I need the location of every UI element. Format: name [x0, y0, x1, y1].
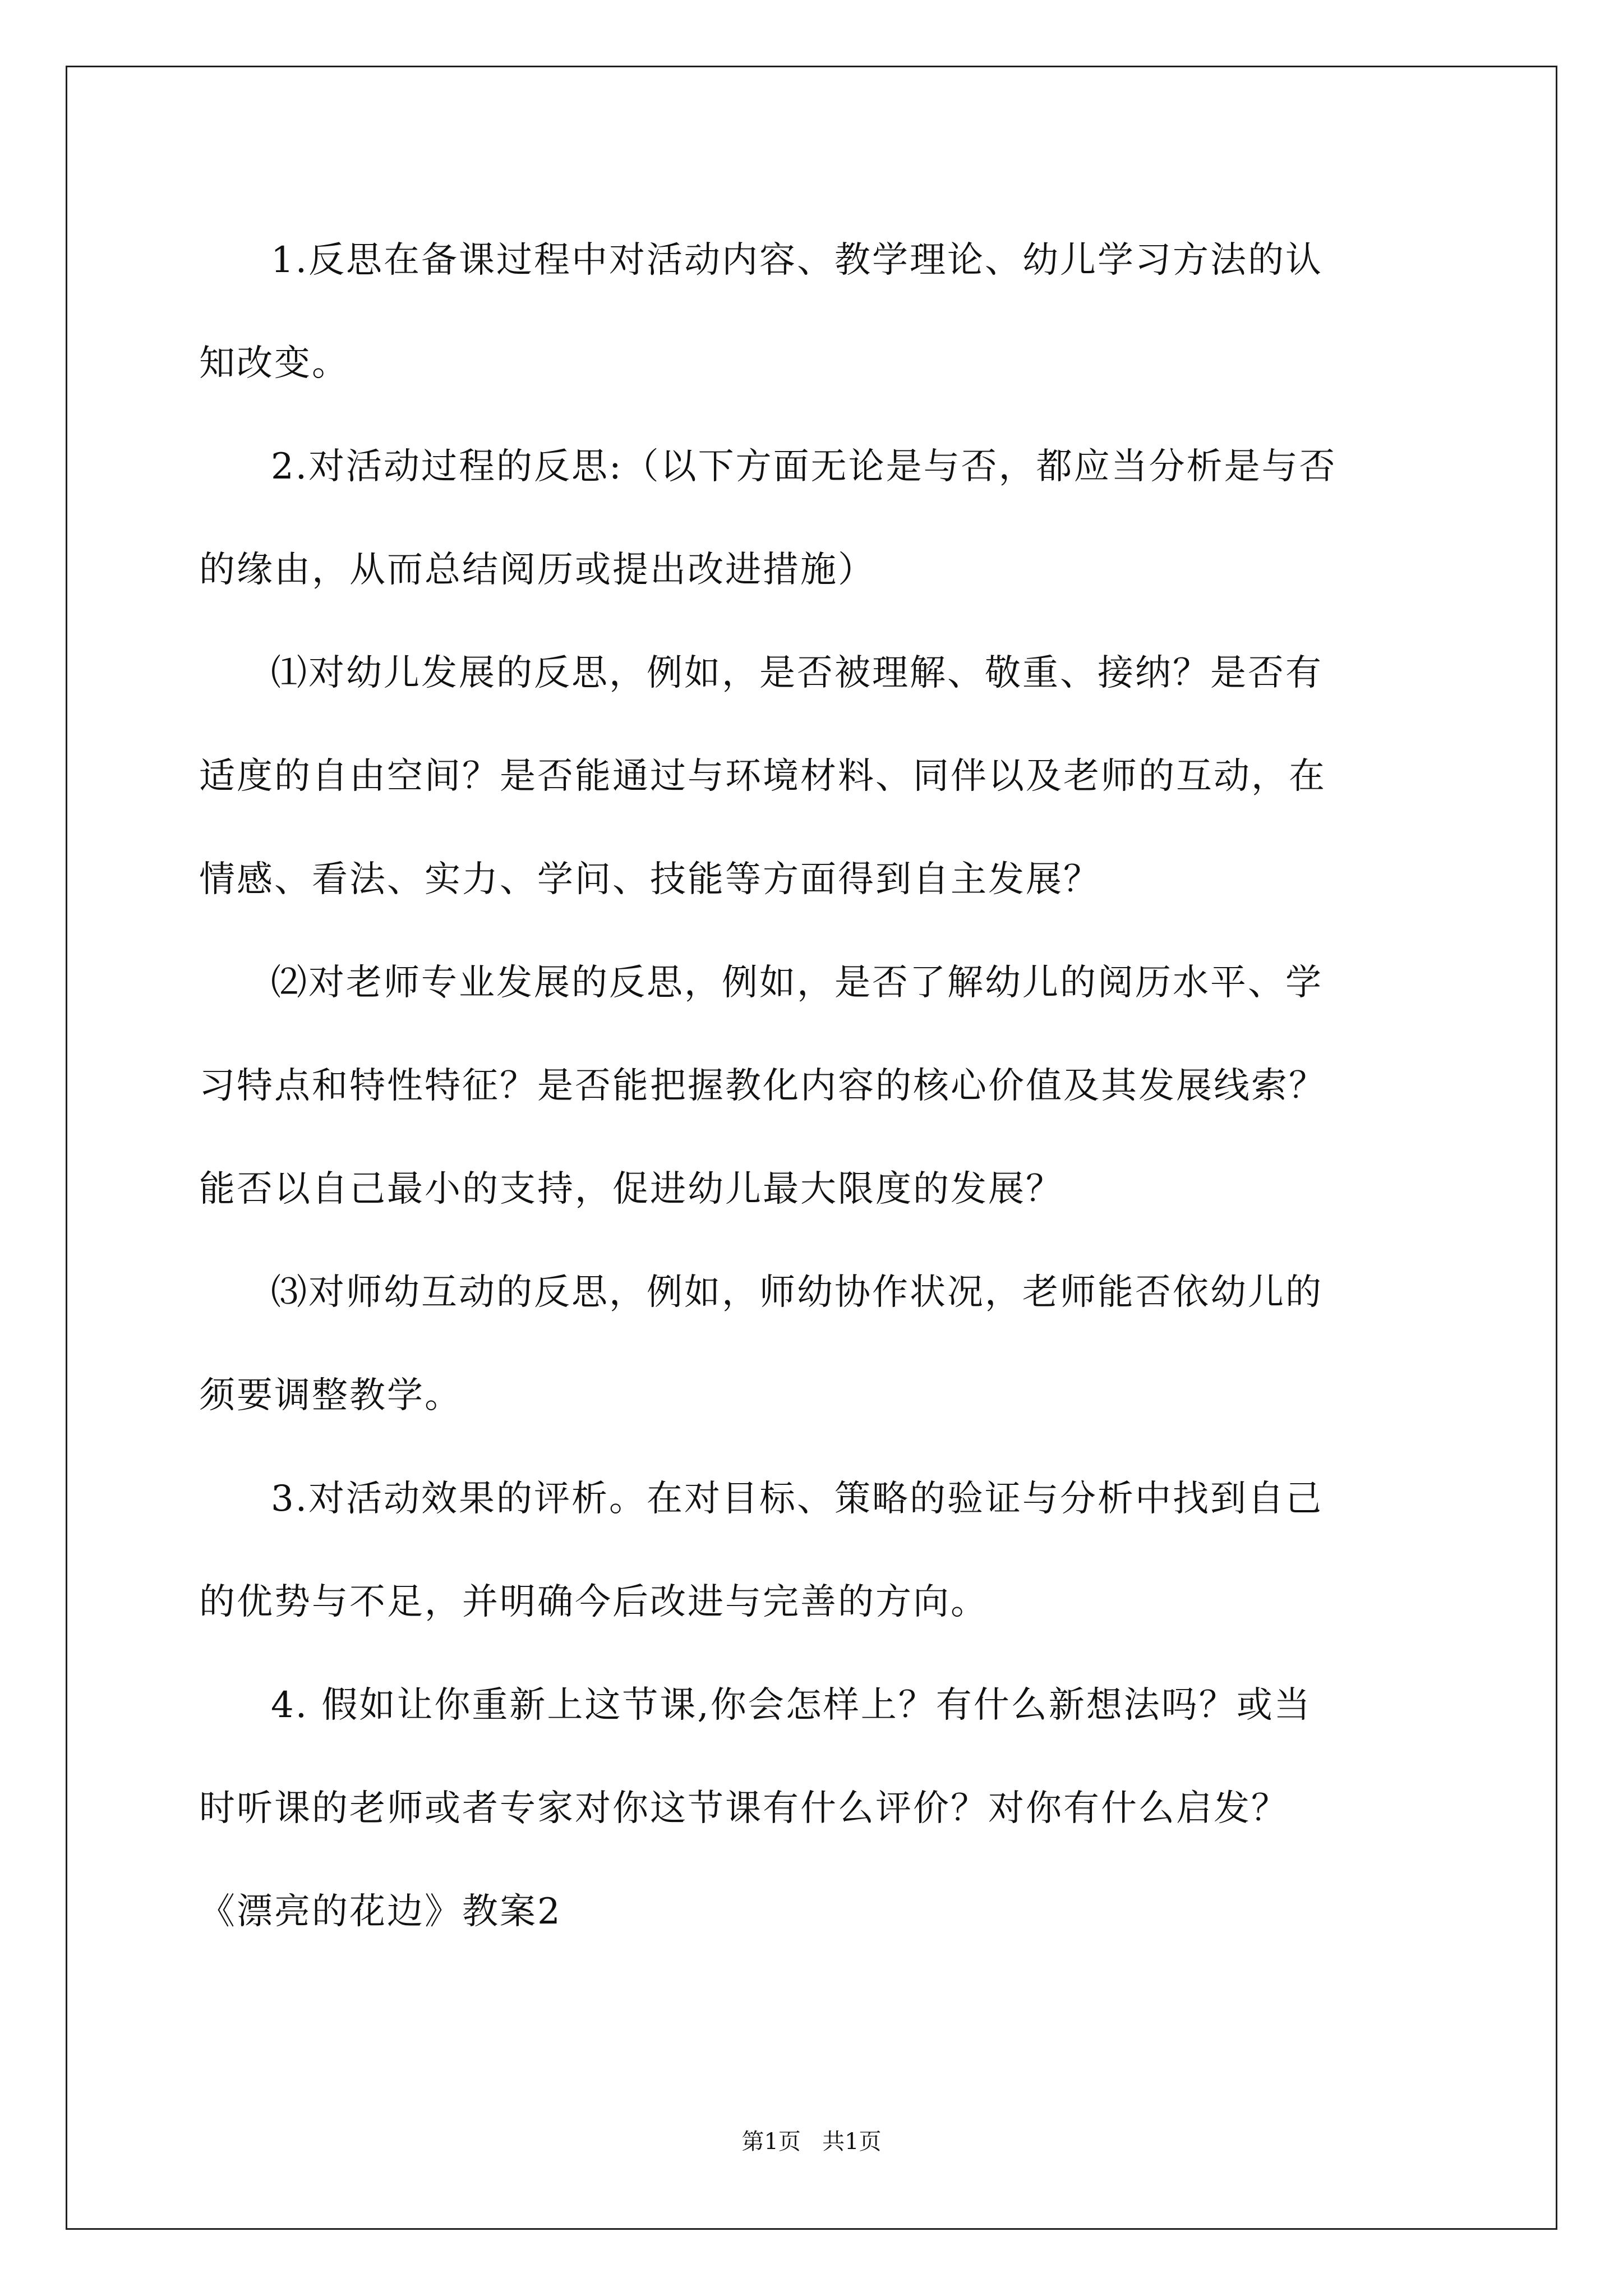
text-line: ⑵对老师专业发展的反思，例如，是否了解幼儿的阅历水平、学	[271, 962, 1323, 1004]
text-line: 1.反思在备课过程中对活动内容、教学理论、幼儿学习方法的认	[271, 240, 1324, 281]
document-body	[199, 209, 1430, 1963]
paragraph-5	[199, 1241, 1430, 1447]
paragraph-1	[199, 209, 1430, 415]
text-line: 情感、看法、实力、学问、技能等方面得到自主发展？	[199, 859, 1101, 900]
text-line: 4. 假如让你重新上这节课,你会怎样上？有什么新想法吗？或当	[271, 1685, 1312, 1726]
text-line: 须要调整教学。	[199, 1375, 462, 1416]
paragraph-4	[199, 931, 1430, 1241]
text-line: 2.对活动过程的反思:（以下方面无论是与否，都应当分析是与否	[271, 446, 1337, 487]
paragraph-7	[199, 1654, 1430, 1860]
paragraph-2	[199, 415, 1430, 622]
text-line: 3.对活动效果的评析。在对目标、策略的验证与分析中找到自己	[271, 1478, 1324, 1520]
text-line: ⑶对师幼互动的反思，例如，师幼协作状况，老师能否依幼儿的	[271, 1272, 1323, 1313]
text-line: 能否以自己最小的支持，促进幼儿最大限度的发展？	[199, 1168, 1063, 1210]
paragraph-6	[199, 1447, 1430, 1654]
text-line: 时听课的老师或者专家对你这节课有什么评价？对你有什么启发？	[199, 1788, 1289, 1829]
text-line: 的缘由，从而总结阅历或提出改进措施）	[199, 549, 875, 591]
page-footer	[0, 2125, 1623, 2159]
text-line: 知改变。	[199, 343, 349, 384]
text-line: 习特点和特性特征？是否能把握教化内容的核心价值及其发展线索？	[199, 1065, 1326, 1107]
section-heading: 《漂亮的花边》教案2	[199, 1891, 562, 1932]
page-total: 共1页	[822, 2129, 882, 2155]
text-line: 的优势与不足，并明确今后改进与完善的方向。	[199, 1581, 988, 1623]
page-number: 第1页	[741, 2129, 801, 2155]
footer-spacer	[801, 2129, 822, 2155]
paragraph-3	[199, 622, 1430, 931]
text-line: 适度的自由空间？是否能通过与环境材料、同伴以及老师的互动，在	[199, 756, 1326, 797]
text-line: ⑴对幼儿发展的反思，例如，是否被理解、敬重、接纳？是否有	[271, 652, 1323, 694]
